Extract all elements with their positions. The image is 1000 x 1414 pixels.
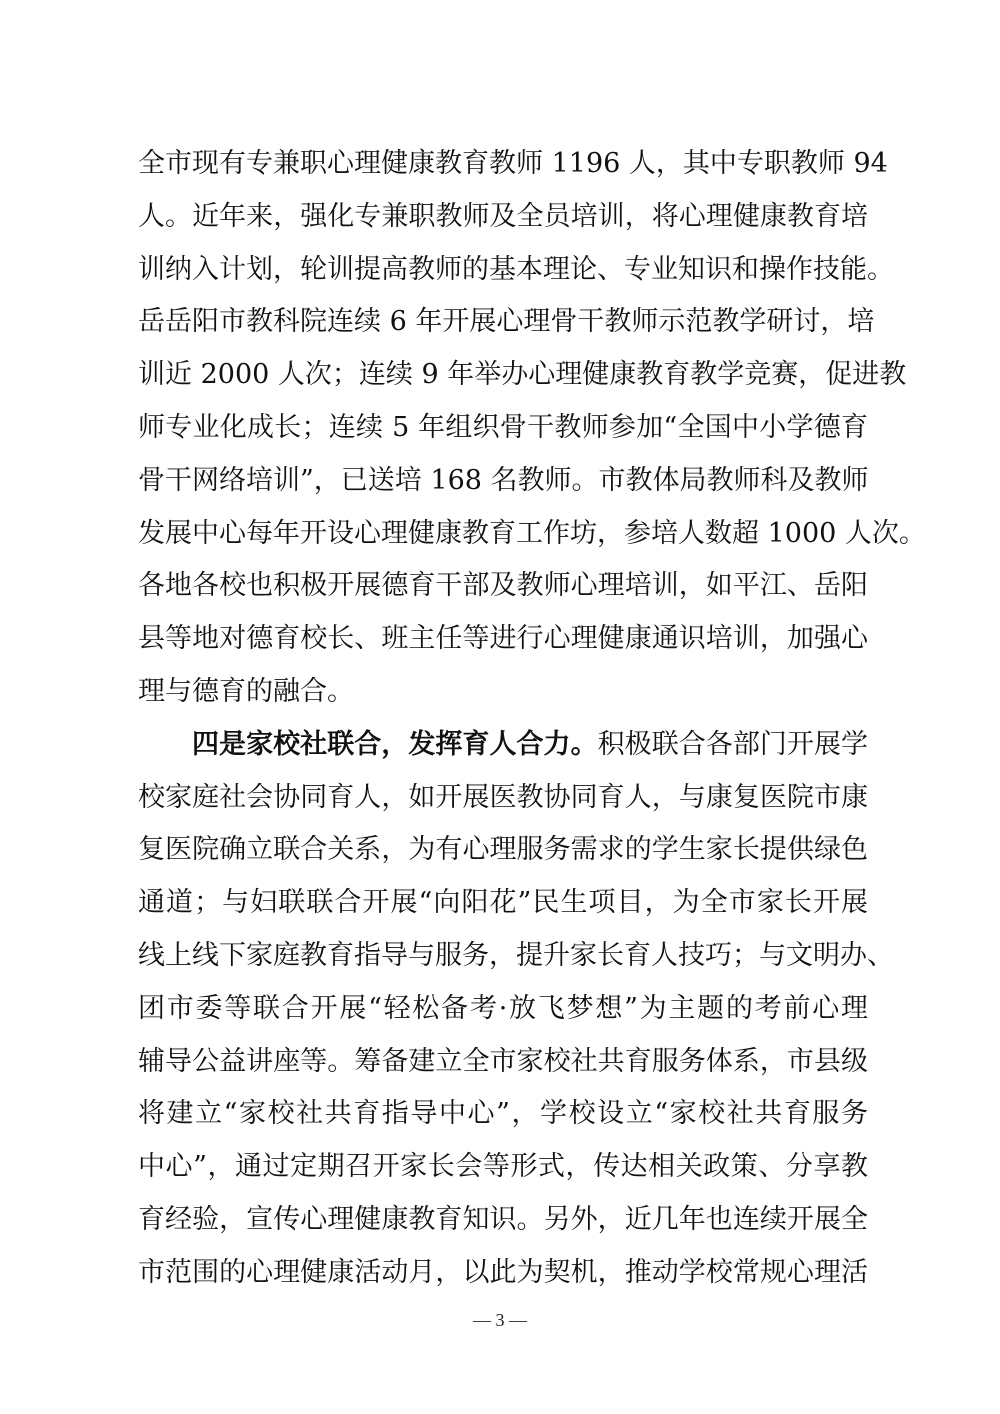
text-line: 市范围的心理健康活动月，以此为契机，推动学校常规心理活 [138,1256,868,1288]
text-line: 将建立“家校社共育指导中心”，学校设立“家校社共育服务 [138,1098,868,1130]
text-line: 中心”，通过定期召开家长会等形式，传达相关政策、分享教 [138,1151,868,1183]
text-line: 复医院确立联合关系，为有心理服务需求的学生家长提供绿色 [138,834,868,866]
text-fragment: 积极联合各部门开展学 [597,728,868,760]
paragraph-lead-heading: 四是家校社联合，发挥育人合力。 [192,728,598,760]
text-line: 训近 2000 人次；连续 9 年举办心理健康教育教学竞赛，促进教 [138,359,907,391]
text-line: 训纳入计划，轮训提高教师的基本理论、专业知识和操作技能。 [138,253,894,285]
body-text [138,138,926,1300]
text-line: 岳岳阳市教科院连续 6 年开展心理骨干教师示范教学研讨，培 [138,306,875,338]
text-line: 线上线下家庭教育指导与服务，提升家长育人技巧；与文明办、 [138,939,894,971]
text-line: 师专业化成长；连续 5 年组织骨干教师参加“全国中小学德育 [138,411,868,443]
text-line: 骨干网络培训”，已送培 168 名教师。市教体局教师科及教师 [138,464,869,496]
text-line: 全市现有专兼职心理健康教育教师 1196 人，其中专职教师 94 [138,148,888,179]
text-line: 辅导公益讲座等。筹备建立全市家校社共育服务体系，市县级 [138,1045,868,1077]
text-line: 各地各校也积极开展德育干部及教师心理培训，如平江、岳阳 [138,570,868,602]
text-line: 育经验，宣传心理健康教育知识。另外，近几年也连续开展全 [138,1203,868,1235]
text-line: 团市委等联合开展“轻松备考·放飞梦想”为主题的考前心理 [138,992,868,1024]
paragraph-teacher-training [138,138,926,719]
paragraph-home-school-society [138,719,894,1300]
paragraph-first-line [138,719,868,772]
text-line: 人。近年来，强化专兼职教师及全员培训，将心理健康教育培 [138,200,868,232]
text-line: 县等地对德育校长、班主任等进行心理健康通识培训，加强心 [138,623,868,655]
text-line: 理与德育的融合。 [138,675,354,707]
text-line: 通道；与妇联联合开展“向阳花”民生项目，为全市家长开展 [138,887,868,919]
text-line: 发展中心每年开设心理健康教育工作坊，参培人数超 1000 人次。 [138,517,926,549]
text-line: 校家庭社会协同育人，如开展医教协同育人，与康复医院市康 [138,781,868,813]
page-number: — 3 — [473,1310,527,1330]
